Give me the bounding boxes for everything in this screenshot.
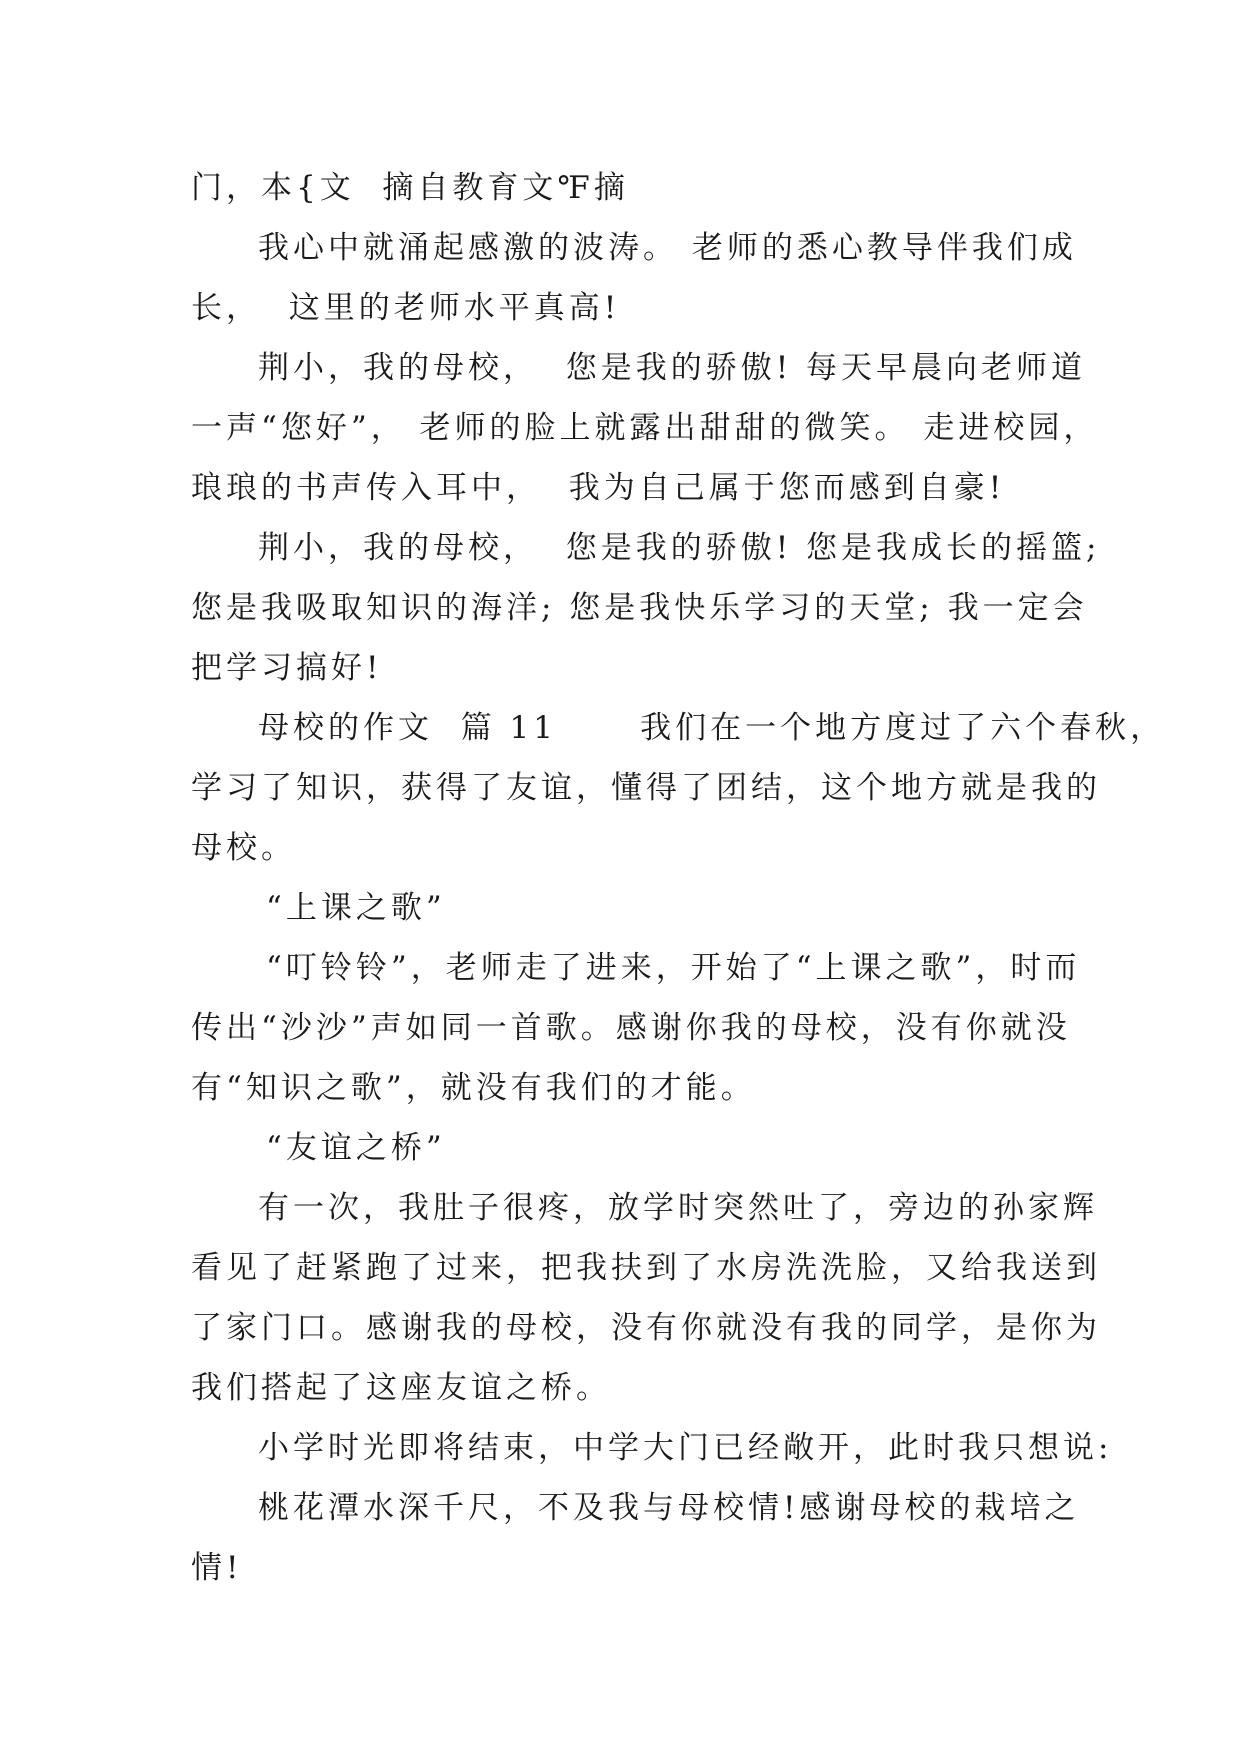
paragraph-start-line: 桃花潭水深千尺，不及我与母校情!感谢母校的栽培之	[258, 1490, 1080, 1526]
paragraph-start-line: 荆小，我的母校， 您是我的骄傲! 您是我成长的摇篮;	[258, 530, 1101, 566]
subheading-line: “上课之歌”	[266, 890, 446, 926]
essay-text	[191, 158, 1166, 1598]
text-line: 有“知识之歌”，就没有我们的才能。	[191, 1070, 756, 1106]
paragraph-start-line: 小学时光即将结束，中学大门已经敞开，此时我只想说:	[258, 1430, 1113, 1466]
text-line: 您是我吸取知识的海洋; 您是我快乐学习的天堂; 我一定会	[191, 590, 1088, 626]
text-line: 琅琅的书声传入耳中， 我为自己属于您而感到自豪!	[191, 470, 1006, 506]
text-line: 我们搭起了这座友谊之桥。	[191, 1370, 611, 1406]
text-line: 把学习搞好!	[191, 650, 383, 686]
section-heading-line: 母校的作文 篇 11 我们在一个地方度过了六个春秋，	[258, 710, 1166, 746]
subheading-line: “友谊之桥”	[266, 1130, 446, 1166]
text-line: 传出“沙沙”声如同一首歌。感谢你我的母校，没有你就没	[191, 1010, 1071, 1046]
text-line: 看见了赶紧跑了过来，把我扶到了水房洗洗脸，又给我送到	[191, 1250, 1101, 1286]
paragraph-start-line: 我心中就涌起感激的波涛。 老师的悉心教导伴我们成	[258, 230, 1077, 266]
text-line: 了家门口。感谢我的母校，没有你就没有我的同学，是你为	[191, 1310, 1101, 1346]
text-line: 一声“您好”， 老师的脸上就露出甜甜的微笑。 走进校园，	[191, 410, 1099, 446]
paragraph-start-line: 荆小，我的母校， 您是我的骄傲! 每天早晨向老师道	[258, 350, 1087, 386]
text-line: 母校。	[191, 830, 296, 866]
paragraph-start-line: 有一次，我肚子很疼，放学时突然吐了，旁边的孙家辉	[258, 1190, 1098, 1226]
paragraph-start-line: “叮铃铃”，老师走了进来，开始了“上课之歌”，时而	[266, 950, 1081, 986]
text-line: 学习了知识，获得了友谊，懂得了团结，这个地方就是我的	[191, 770, 1101, 806]
text-line: 长， 这里的老师水平真高!	[191, 290, 621, 326]
text-line: 门，本{文 摘自教育文℉摘	[191, 170, 629, 206]
text-line: 情!	[191, 1550, 243, 1586]
